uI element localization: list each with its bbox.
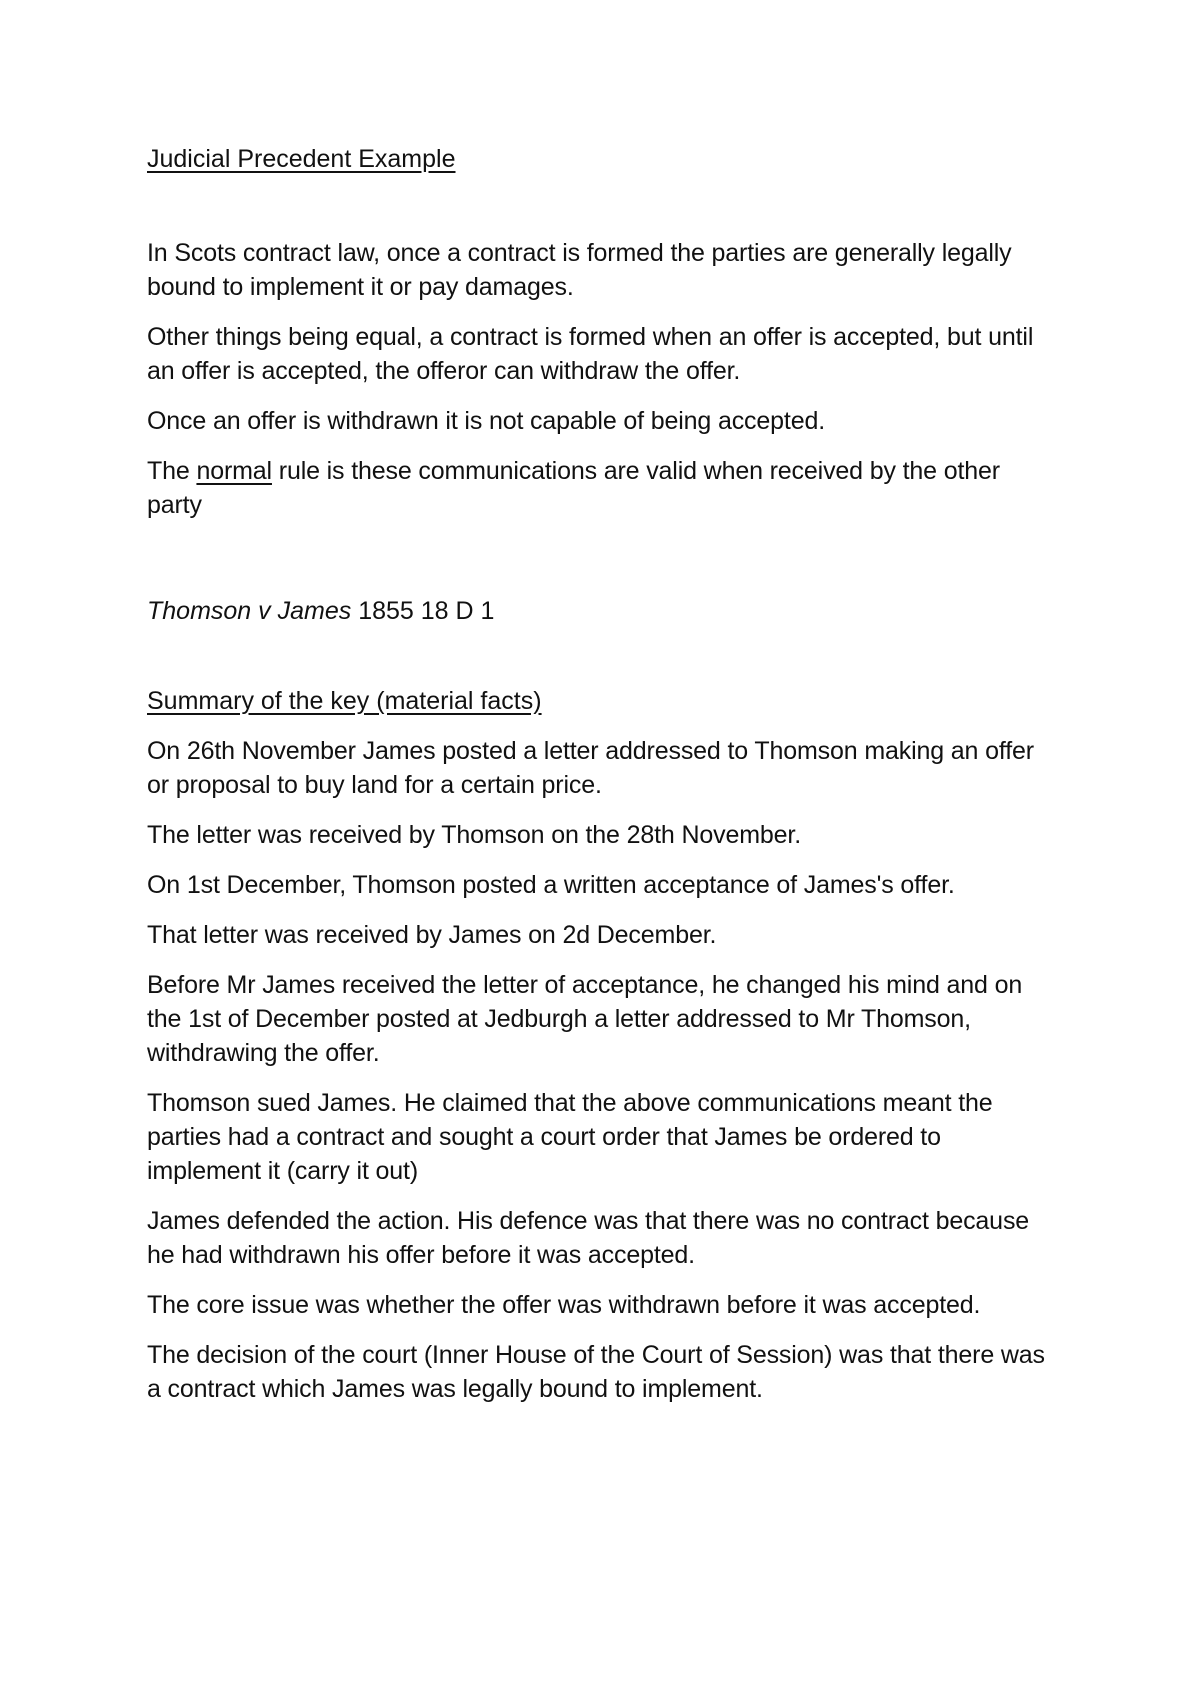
- spacer: [147, 628, 1060, 684]
- fact-paragraph: On 1st December, Thomson posted a written acceptance of James's offer.: [147, 871, 955, 899]
- intro-paragraph-4-end: rule is these communications are valid when received by the other party: [147, 457, 1000, 519]
- case-reference: [147, 594, 1060, 628]
- fact-paragraph: On 26th November James posted a letter addressed to Thomson making an offer or proposal to buy land for a certain price.: [147, 737, 1034, 799]
- fact-paragraph: The letter was received by Thomson on the 28th November.: [147, 821, 801, 849]
- fact-paragraph: The core issue was whether the offer was withdrawn before it was accepted.: [147, 1291, 981, 1319]
- fact-paragraph: That letter was received by James on 2d December.: [147, 921, 717, 949]
- intro-paragraph-1: In Scots contract law, once a contract is formed the parties are generally legally bound to implement it or pay damages.: [147, 239, 1012, 301]
- facts-list: [147, 734, 1060, 1406]
- page-title: Judicial Precedent Example: [147, 145, 456, 173]
- case-citation: 1855 18 D 1: [351, 597, 495, 625]
- spacer: [147, 176, 1060, 236]
- spacer: [147, 538, 1060, 594]
- intro-paragraph-4: [147, 454, 1060, 522]
- fact-paragraph: Thomson sued James. He claimed that the above communications meant the parties had a contract and sought a court order that James be ordered to implement it (carry it out): [147, 1089, 993, 1185]
- intro-paragraph-4-start: The: [147, 457, 197, 485]
- intro-paragraph-3: Once an offer is withdrawn it is not capable of being accepted.: [147, 407, 826, 435]
- case-name: Thomson v James: [147, 597, 352, 625]
- intro-paragraph-2: Other things being equal, a contract is formed when an offer is accepted, but until an offer is accepted, the offeror can withdraw the offer.: [147, 323, 1034, 385]
- fact-paragraph: James defended the action. His defence was that there was no contract because he had withdrawn his offer before it was accepted.: [147, 1207, 1030, 1269]
- fact-paragraph: The decision of the court (Inner House of the Court of Session) was that there was a contract which James was legally bound to implement.: [147, 1341, 1045, 1403]
- fact-paragraph: Before Mr James received the letter of acceptance, he changed his mind and on the 1st of December posted at Jedburgh a letter addressed to Mr Thomson, withdrawing the offer.: [147, 971, 1023, 1067]
- normal-emphasis: normal: [196, 457, 272, 485]
- facts-heading: Summary of the key (material facts): [147, 687, 542, 715]
